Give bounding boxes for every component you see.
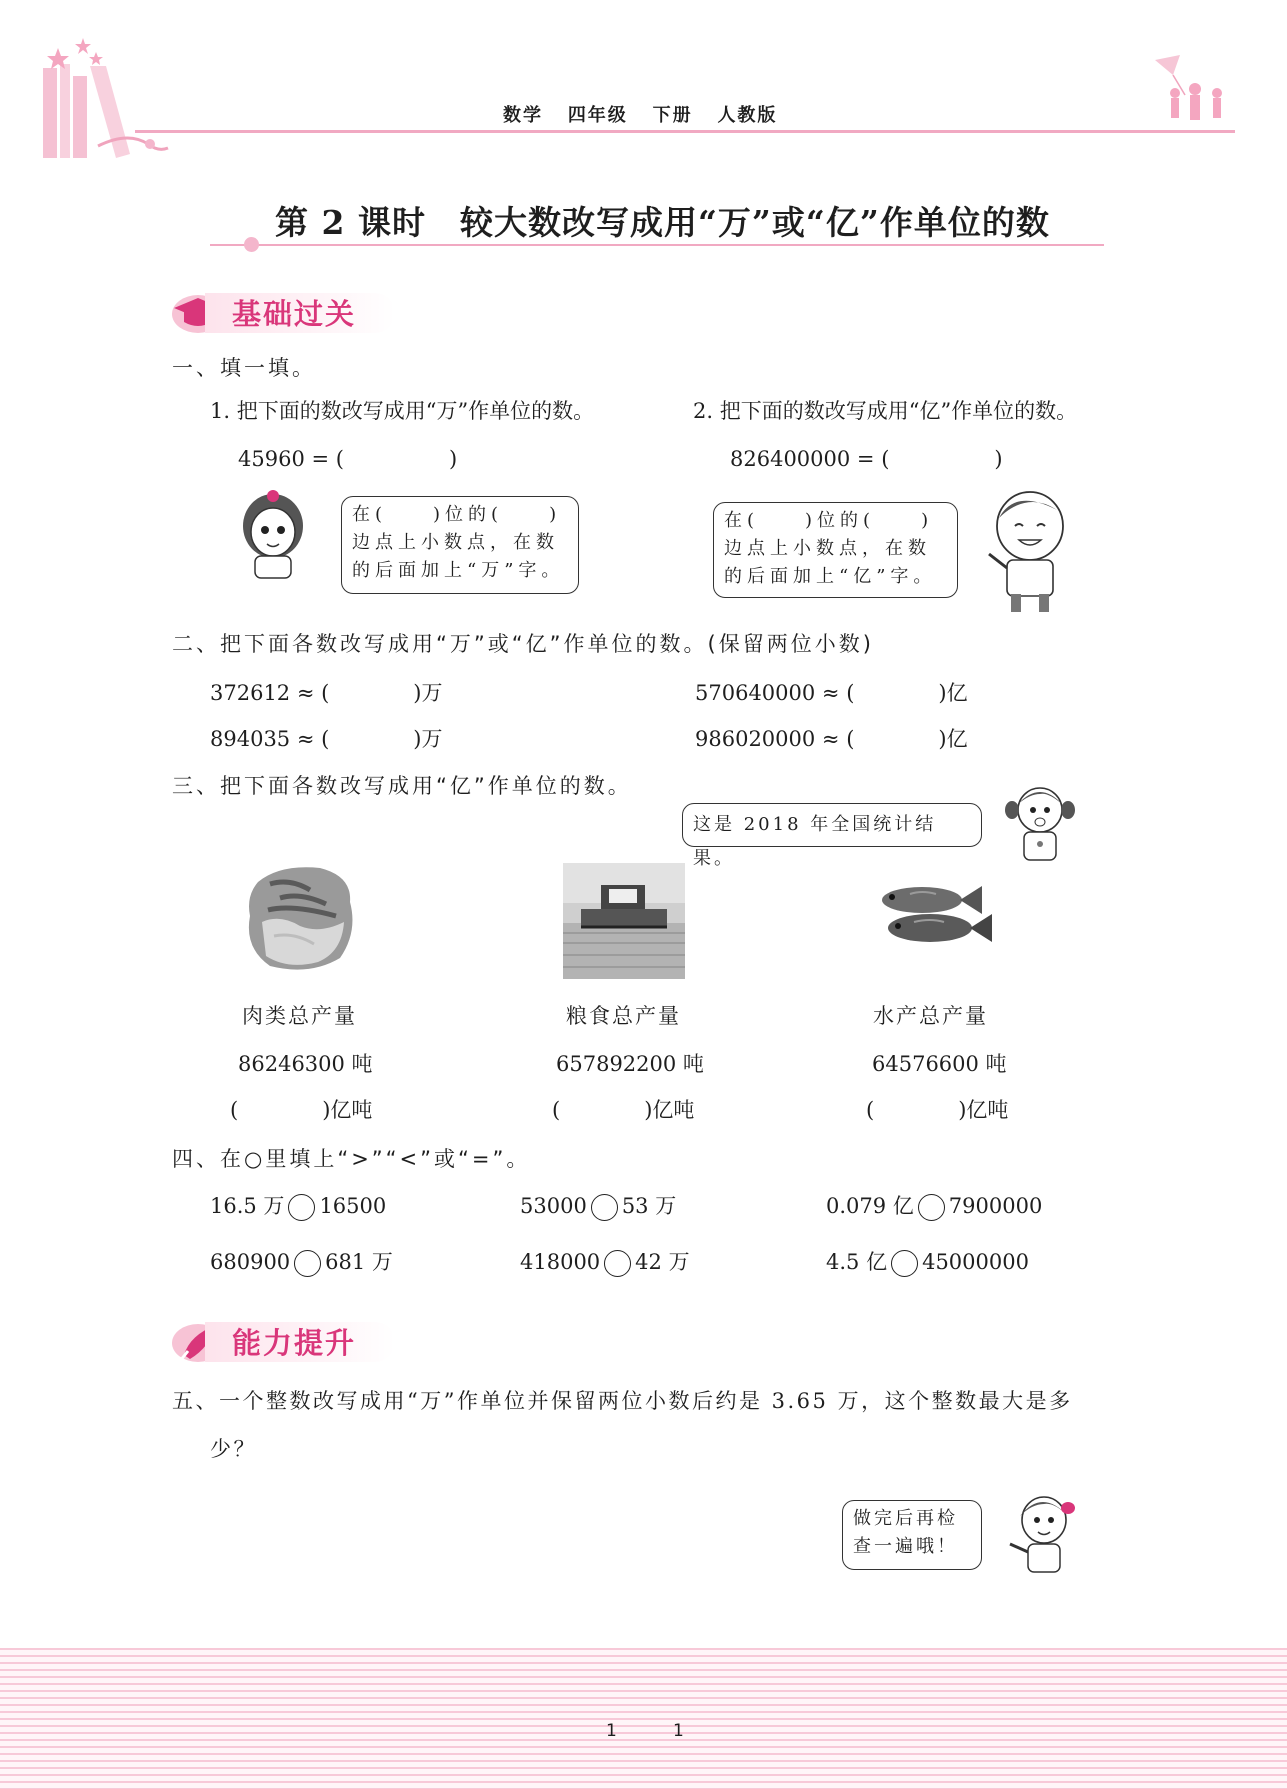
q3-item3-value: 64576600 吨 xyxy=(872,1052,1007,1076)
q4-r1-c2-b: 53 万 xyxy=(621,1194,677,1218)
q4-r2-c1 xyxy=(210,1246,393,1277)
q1-item1-expression[interactable]: 45960 = ( ) xyxy=(238,447,458,471)
q4-r2-c3 xyxy=(826,1246,1029,1277)
section-basic-label: 基础过关 xyxy=(232,297,357,331)
girl-pigtails-icon xyxy=(998,780,1083,862)
bubble-left-line1: 在( )位的( ) xyxy=(352,504,562,525)
q3-item1-value: 86246300 吨 xyxy=(238,1052,373,1076)
q4-r1-c2-a: 53000 xyxy=(520,1194,587,1218)
footer-stripes xyxy=(0,1648,1287,1789)
header-grade: 四年级 xyxy=(567,105,628,126)
q4-r1-c1 xyxy=(210,1190,386,1221)
q2-row1-right[interactable]: 570640000 ≈ ( )亿 xyxy=(695,681,968,705)
harvester-image xyxy=(563,863,685,979)
girl-cartoon-icon xyxy=(233,490,313,580)
footer-page-left: 1 xyxy=(606,1721,617,1741)
q4-r2-c2-a: 418000 xyxy=(520,1250,601,1274)
q3-item2-value: 657892200 吨 xyxy=(556,1052,704,1076)
q4-r1-c3 xyxy=(826,1190,1042,1221)
title-underline-dot xyxy=(244,237,259,252)
girl-pointing-icon xyxy=(1002,1490,1082,1575)
q4-r1-c3-a: 0.079 亿 xyxy=(826,1194,914,1218)
header-subject-text: 数学 xyxy=(503,105,543,126)
compare-circle[interactable] xyxy=(591,1194,618,1221)
compare-circle[interactable] xyxy=(891,1250,918,1277)
q1-hint-bubble-left xyxy=(341,496,579,594)
q3-item3-answer[interactable]: ( )亿吨 xyxy=(866,1098,1009,1122)
q2-row2-right[interactable]: 986020000 ≈ ( )亿 xyxy=(695,727,968,751)
header-subject xyxy=(503,101,777,127)
q3-item1-answer[interactable]: ( )亿吨 xyxy=(230,1098,373,1122)
q1-item2-prompt: 2. 把下面的数改写成用“亿”作单位的数。 xyxy=(693,399,1078,423)
q1-item1-prompt: 1. 把下面的数改写成用“万”作单位的数。 xyxy=(210,399,595,423)
q1-item2-expression[interactable]: 826400000 = ( ) xyxy=(730,447,1003,471)
bubble-right-line3: 的后面加上“亿”字。 xyxy=(724,566,937,587)
q2-row1-left[interactable]: 372612 ≈ ( )万 xyxy=(210,681,443,705)
q4-r2-c1-a: 680900 xyxy=(210,1250,291,1274)
bubble-right-line2: 边点上小数点，在数 xyxy=(724,538,931,559)
header-rule xyxy=(135,130,1235,133)
footer-page-right: 1 xyxy=(673,1721,684,1741)
q1-hint-bubble-right xyxy=(713,502,958,598)
q3-item2-answer[interactable]: ( )亿吨 xyxy=(552,1098,695,1122)
q5-bubble-line2: 查一遍哦！ xyxy=(853,1536,958,1557)
compare-circle[interactable] xyxy=(288,1194,315,1221)
q4-r1-c1-a: 16.5 万 xyxy=(210,1194,285,1218)
q3-item3-name: 水产总产量 xyxy=(873,1004,988,1028)
compare-circle[interactable] xyxy=(918,1194,945,1221)
title-underline xyxy=(210,244,1104,246)
compare-circle[interactable] xyxy=(294,1250,321,1277)
bubble-left-line2: 边点上小数点，在数 xyxy=(352,532,559,553)
header-decoration-left xyxy=(38,36,168,156)
q3-item1-name: 肉类总产量 xyxy=(242,1004,357,1028)
lesson-title: 第 2 课时 较大数改写成用“万”或“亿”作单位的数 xyxy=(275,203,1050,242)
q5-reminder-bubble xyxy=(842,1500,982,1570)
q3-heading: 三、把下面各数改写成用“亿”作单位的数。 xyxy=(172,774,632,798)
q4-r1-c3-b: 7900000 xyxy=(948,1194,1043,1218)
q4-heading: 四、在○里填上“>”“<”或“=”。 xyxy=(172,1147,531,1171)
q5-line2: 少？ xyxy=(210,1437,257,1461)
q3-stat-bubble: 这是 2018 年全国统计结果。 xyxy=(682,803,982,847)
header-decoration-right xyxy=(1145,55,1235,130)
header-edition: 人教版 xyxy=(717,105,778,126)
header-volume: 下册 xyxy=(652,105,693,126)
boy-cartoon-icon xyxy=(985,488,1075,613)
bubble-left-line3: 的后面加上“万”字。 xyxy=(352,560,565,581)
q4-r2-c2-b: 42 万 xyxy=(635,1250,690,1274)
fish-image xyxy=(870,876,992,956)
q2-heading: 二、把下面各数改写成用“万”或“亿”作单位的数。(保留两位小数) xyxy=(172,632,874,656)
compare-circle[interactable] xyxy=(604,1250,631,1277)
q4-r2-c1-b: 681 万 xyxy=(325,1250,393,1274)
q3-item2-name: 粮食总产量 xyxy=(566,1004,681,1028)
q5-line1: 五、一个整数改写成用“万”作单位并保留两位小数后约是 3.65 万，这个整数最大是多 xyxy=(172,1389,1073,1413)
q1-heading: 一、填一填。 xyxy=(172,356,316,380)
q5-bubble-line1: 做完后再检 xyxy=(853,1508,958,1529)
bubble-right-line1: 在( )位的( ) xyxy=(724,510,934,531)
q4-r2-c2 xyxy=(520,1246,690,1277)
q4-r1-c2 xyxy=(520,1190,676,1221)
section-advanced-label: 能力提升 xyxy=(232,1326,357,1360)
q2-row2-left[interactable]: 894035 ≈ ( )万 xyxy=(210,727,443,751)
meat-image xyxy=(240,862,360,977)
q4-r2-c3-b: 45000000 xyxy=(922,1250,1029,1274)
q4-r1-c1-b: 16500 xyxy=(319,1194,387,1218)
q4-r2-c3-a: 4.5 亿 xyxy=(826,1250,888,1274)
